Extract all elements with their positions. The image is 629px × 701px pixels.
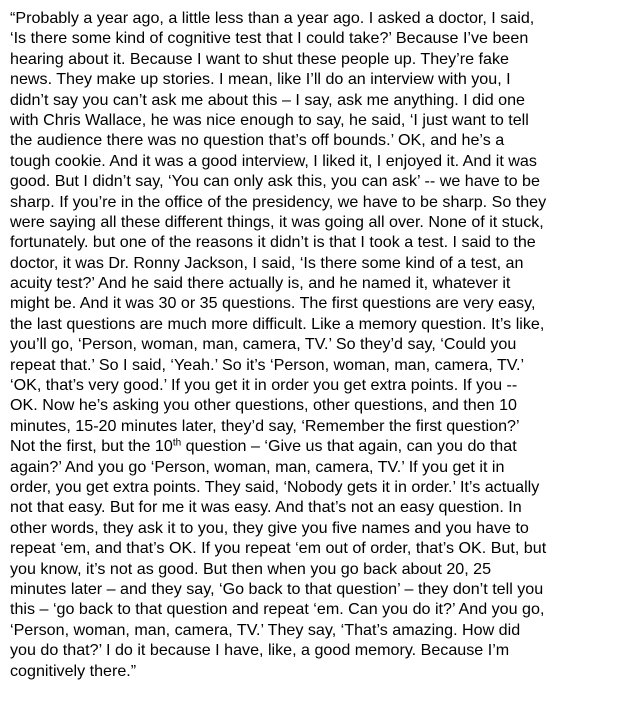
text-line-16: the last questions are much more difficult. Like a memory question. It’s like, bbox=[10, 314, 545, 333]
text-line-1: “Probably a year ago, a little less than a year ago. I asked a doctor, I said, bbox=[10, 9, 535, 27]
text-line-19: ‘OK, that’s very good.’ If you get it in order you get extra points. If you -- bbox=[10, 376, 518, 395]
text-line-6: with Chris Wallace, he was nice enough to say, he said, ‘I just want to tell bbox=[10, 110, 529, 129]
text-line-22 bbox=[10, 436, 619, 456]
text-line-2: ‘Is there some kind of cognitive test that I could take?’ Because I’ve been bbox=[10, 29, 529, 48]
text-line-24: order, you get extra points. They said, ‘Nobody gets it in order.’ It’s actually bbox=[10, 477, 540, 496]
text-line-21: minutes, 15-20 minutes later, they’d say, ‘Remember the first question?’ bbox=[10, 416, 520, 435]
text-line-32: you do that?’ I do it because I have, like, a good memory. Because I’m bbox=[10, 641, 510, 660]
line-22-before: Not the first, but the 10 bbox=[10, 437, 173, 456]
text-line-28: you know, it’s not as good. But then when you go back about 20, 25 bbox=[10, 559, 492, 578]
text-line-30: this – ‘go back to that question and repeat ‘em. Can you do it?’ And you go, bbox=[10, 600, 545, 619]
text-line-26: other words, they ask it to you, they give you five names and you have to bbox=[10, 518, 529, 537]
text-line-10: sharp. If you’re in the office of the presidency, we have to be sharp. So they bbox=[10, 192, 547, 211]
text-line-17: you’ll go, ‘Person, woman, man, camera, TV.’ So they’d say, ‘Could you bbox=[10, 335, 517, 354]
text-line-23: again?’ And you go ‘Person, woman, man, camera, TV.’ If you get it in bbox=[10, 457, 505, 476]
text-line-31: ‘Person, woman, man, camera, TV.’ They say, ‘That’s amazing. How did bbox=[10, 620, 521, 639]
line-22-after: question – ‘Give us that again, can you do that bbox=[181, 437, 517, 456]
text-line-15: might be. And it was 30 or 35 questions. The first questions are very easy, bbox=[10, 294, 536, 313]
text-line-7: the audience there was no question that’s off bounds.’ OK, and he’s a bbox=[10, 131, 505, 150]
quote-paragraph bbox=[10, 8, 619, 681]
text-line-3: hearing about it. Because I want to shut these people up. They’re fake bbox=[10, 49, 509, 68]
text-line-5: didn’t say you can’t ask me about this – I say, ask me anything. I did one bbox=[10, 90, 525, 109]
text-line-14: acuity test?’ And he said there actually is, and he named it, whatever it bbox=[10, 274, 511, 293]
text-line-20: OK. Now he’s asking you other questions, other questions, and then 10 bbox=[10, 396, 517, 415]
text-line-11: were saying all these different things, it was going all over. None of it stuck, bbox=[10, 212, 544, 231]
text-line-9: good. But I didn’t say, ‘You can only ask this, you can ask’ -- we have to be bbox=[10, 172, 540, 191]
text-line-33: cognitively there.” bbox=[10, 661, 137, 680]
text-line-29: minutes later – and they say, ‘Go back to that question’ – they don’t tell you bbox=[10, 579, 544, 598]
text-line-25: not that easy. But for me it was easy. And that’s not an easy question. In bbox=[10, 498, 522, 517]
text-line-27: repeat ‘em, and that’s OK. If you repeat ‘em out of order, that’s OK. But, but bbox=[10, 539, 547, 558]
text-line-18: repeat that.’ So I said, ‘Yeah.’ So it’s ‘Person, woman, man, camera, TV.’ bbox=[10, 355, 525, 374]
text-line-8: tough cookie. And it was a good interview, I liked it, I enjoyed it. And it was bbox=[10, 151, 537, 170]
ordinal-superscript: th bbox=[172, 437, 182, 449]
text-line-12: fortunately. but one of the reasons it didn’t is that I took a test. I said to the bbox=[10, 233, 536, 252]
text-line-13: doctor, it was Dr. Ronny Jackson, I said, ‘Is there some kind of a test, an bbox=[10, 253, 524, 272]
text-line-4: news. They make up stories. I mean, like I’ll do an interview with you, I bbox=[10, 70, 511, 89]
